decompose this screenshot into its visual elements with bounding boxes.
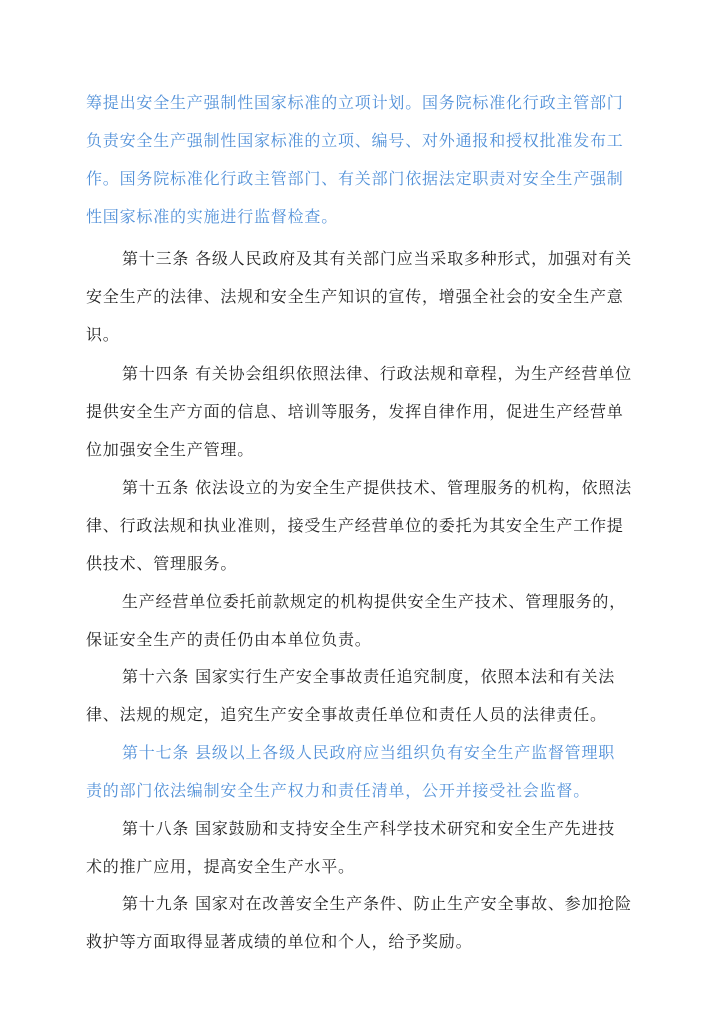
text-line: 救护等方面取得显著成绩的单位和个人，给予奖励。: [86, 932, 473, 951]
text-line: 术的推广应用，提高安全生产水平。: [86, 857, 355, 876]
text-line: 提供安全生产方面的信息、培训等服务，发挥自律作用，促进生产经营单: [86, 402, 624, 421]
text-line: 识。: [86, 325, 120, 344]
text-line: 供技术、管理服务。: [86, 554, 238, 573]
paragraph-article-14: [86, 355, 646, 469]
paragraph-article-15-second: [86, 583, 646, 659]
text-line: 第十四条 有关协会组织依照法律、行政法规和章程，为生产经营单位: [122, 364, 632, 383]
text-line: 作。国务院标准化行政主管部门、有关部门依据法定职责对安全生产强制: [86, 169, 624, 188]
text-line: 负责安全生产强制性国家标准的立项、编号、对外通报和授权批准发布工: [86, 131, 624, 150]
text-line: 第十八条 国家鼓励和支持安全生产科学技术研究和安全生产先进技: [122, 819, 616, 838]
paragraph-article-19: [86, 885, 646, 961]
text-line: 第十六条 国家实行生产安全事故责任追究制度，依照本法和有关法: [122, 667, 616, 686]
text-line: 第十九条 国家对在改善安全生产条件、防止生产安全事故、参加抢险: [122, 894, 632, 913]
text-line: 律、法规的规定，追究生产安全事故责任单位和责任人员的法律责任。: [86, 705, 607, 724]
text-line: 责的部门依法编制安全生产权力和责任清单，公开并接受社会监督。: [86, 781, 591, 800]
paragraph-article-13: [86, 240, 646, 354]
text-line: 第十七条 县级以上各级人民政府应当组织负有安全生产监督管理职: [122, 743, 616, 762]
text-line: 位加强安全生产管理。: [86, 440, 255, 459]
paragraph-article-12-continued: [86, 84, 646, 236]
text-line: 第十三条 各级人民政府及其有关部门应当采取多种形式，加强对有关: [122, 249, 632, 268]
text-line: 性国家标准的实施进行监督检查。: [86, 207, 339, 226]
text-line: 安全生产的法律、法规和安全生产知识的宣传，增强全社会的安全生产意: [86, 287, 624, 306]
paragraph-article-15: [86, 469, 646, 583]
text-line: 保证安全生产的责任仍由本单位负责。: [86, 630, 372, 649]
text-line: 第十五条 依法设立的为安全生产提供技术、管理服务的机构，依照法: [122, 478, 632, 497]
text-line: 筹提出安全生产强制性国家标准的立项计划。国务院标准化行政主管部门: [86, 93, 624, 112]
paragraph-article-16: [86, 658, 646, 734]
text-line: 律、行政法规和执业准则，接受生产经营单位的委托为其安全生产工作提: [86, 516, 624, 535]
paragraph-article-17: [86, 734, 646, 810]
paragraph-article-18: [86, 810, 646, 886]
text-line: 生产经营单位委托前款规定的机构提供安全生产技术、管理服务的，: [122, 592, 627, 611]
